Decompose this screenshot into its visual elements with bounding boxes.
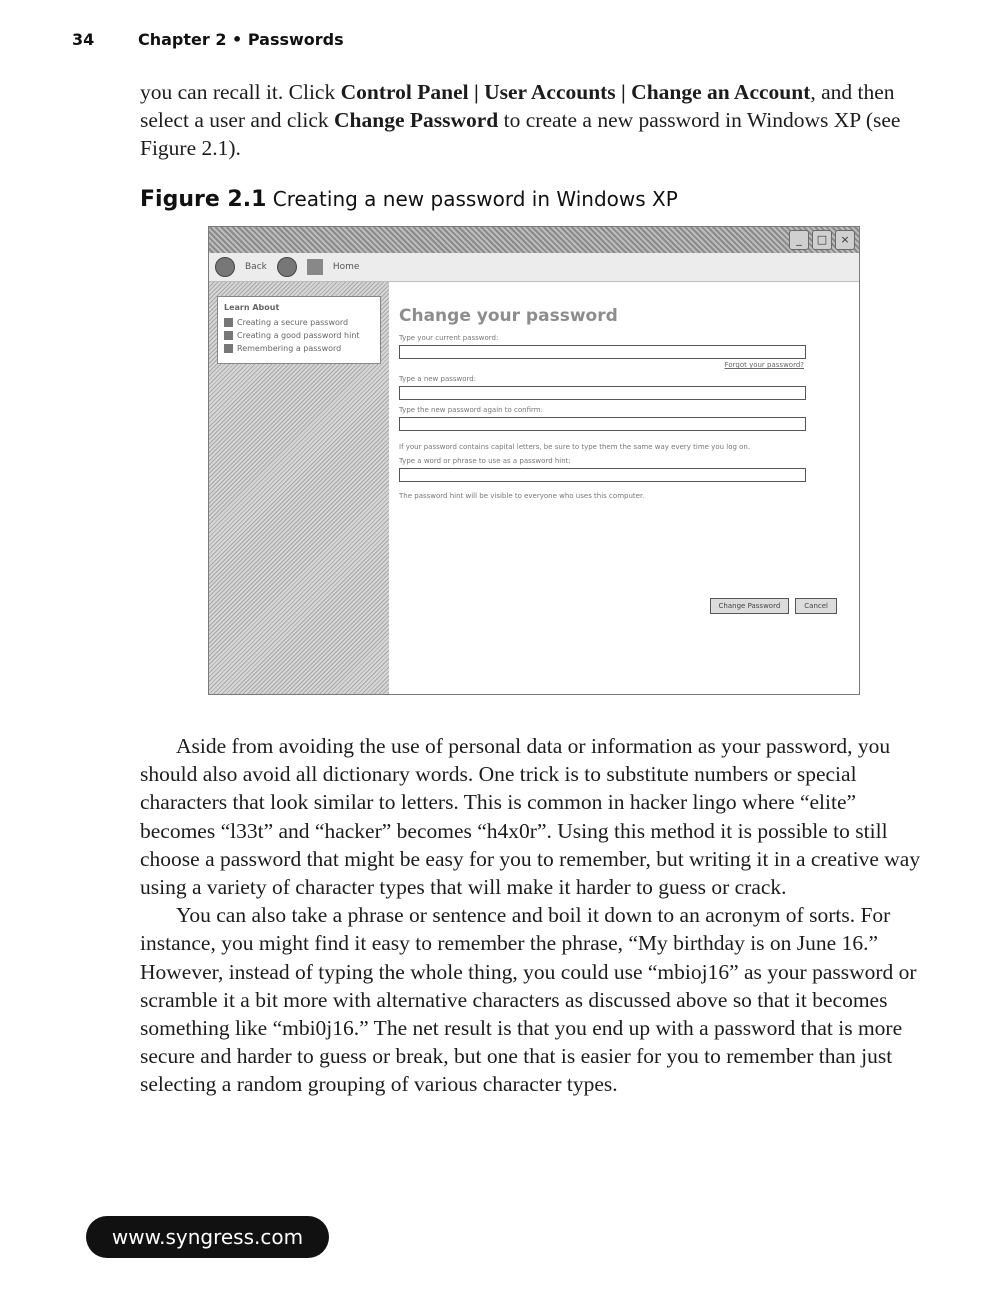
sidebar-item-label: Remembering a password [237, 344, 342, 353]
caps-note: If your password contains capital letters, be sure to type them the same way every time you log on. [399, 443, 751, 451]
sidebar-item [224, 344, 374, 353]
learn-about-panel [217, 296, 381, 364]
body-text [140, 732, 930, 1099]
current-password-label: Type your current password: [399, 334, 499, 342]
back-label: Back [245, 262, 267, 272]
minimize-icon: _ [789, 230, 809, 250]
forward-icon [277, 257, 297, 277]
confirm-password-field [399, 417, 806, 431]
page-number: 34 [72, 30, 95, 49]
sidebar-item-label: Creating a good password hint [237, 331, 360, 340]
home-label: Home [332, 262, 360, 272]
confirm-password-label: Type the new password again to confirm: [399, 406, 543, 414]
intro-paragraph [140, 78, 930, 163]
home-icon [307, 259, 323, 275]
body-paragraph: You can also take a phrase or sentence and boil it down to an acronym of sorts. For instance, you might find it easy to remember the phrase, “My birthday is on June 16.” However, instead of typing the whole thing, you could use “mbioj16” as your password or scramble it a bit more with alternative characters as discussed above so that it becomes something like “mbi0j16.” The net result is that you end up with a password that is more secure and harder to guess or break, but one that is easier for you to remember than just selecting a random grouping of various character types. [140, 903, 917, 1097]
maximize-icon: □ [812, 230, 832, 250]
chapter-title: Chapter 2 • Passwords [138, 30, 344, 49]
figure-caption [140, 187, 678, 212]
task-sidebar [209, 282, 389, 694]
change-password-form [399, 282, 845, 694]
figure-screenshot [208, 226, 860, 695]
running-header [72, 30, 344, 49]
cancel-button: Cancel [795, 598, 837, 614]
figure-label: Figure 2.1 [140, 187, 267, 212]
intro-text-1: you can recall it. Click [140, 80, 341, 104]
menu-path: Control Panel | User Accounts | Change an Account [340, 80, 811, 104]
intro-text-3: to create a new password in Windows XP (see Figure 2.1). [140, 108, 901, 161]
website-footer: www.syngress.com [86, 1216, 329, 1258]
forgot-password-link: Forgot your password? [724, 361, 804, 369]
window-titlebar [209, 227, 859, 253]
help-icon [224, 344, 233, 353]
figure-caption-text: Creating a new password in Windows XP [272, 187, 678, 211]
sidebar-item [224, 331, 374, 340]
window-toolbar [209, 253, 859, 282]
button-reference: Change Password [334, 108, 499, 133]
current-password-field [399, 345, 806, 359]
back-icon [215, 257, 235, 277]
body-paragraph: Aside from avoiding the use of personal data or information as your password, you should also avoid all dictionary words. One trick is to substitute numbers or special characters that look similar to letters. This is common in hacker lingo where “elite” becomes “l33t” and “hacker” becomes “h4x0r”. Using this method it is possible to still choose a password that might be easy for you to remember, but writing it in a creative way using a variety of character types that will make it harder to guess or crack. [140, 734, 921, 900]
password-hint-field [399, 468, 806, 482]
new-password-field [399, 386, 806, 400]
hint-note: The password hint will be visible to everyone who uses this computer. [399, 492, 645, 500]
help-icon [224, 331, 233, 340]
form-title: Change your password [399, 306, 618, 326]
change-password-button: Change Password [710, 598, 790, 614]
learn-about-title: Learn About [224, 303, 280, 312]
hint-label: Type a word or phrase to use as a password hint: [399, 457, 571, 465]
new-password-label: Type a new password: [399, 375, 477, 383]
close-icon: × [835, 230, 855, 250]
intro-text-2: , and then select a user and click [140, 80, 895, 133]
help-icon [224, 318, 233, 327]
sidebar-item-label: Creating a secure password [237, 318, 349, 327]
sidebar-item [224, 318, 374, 327]
